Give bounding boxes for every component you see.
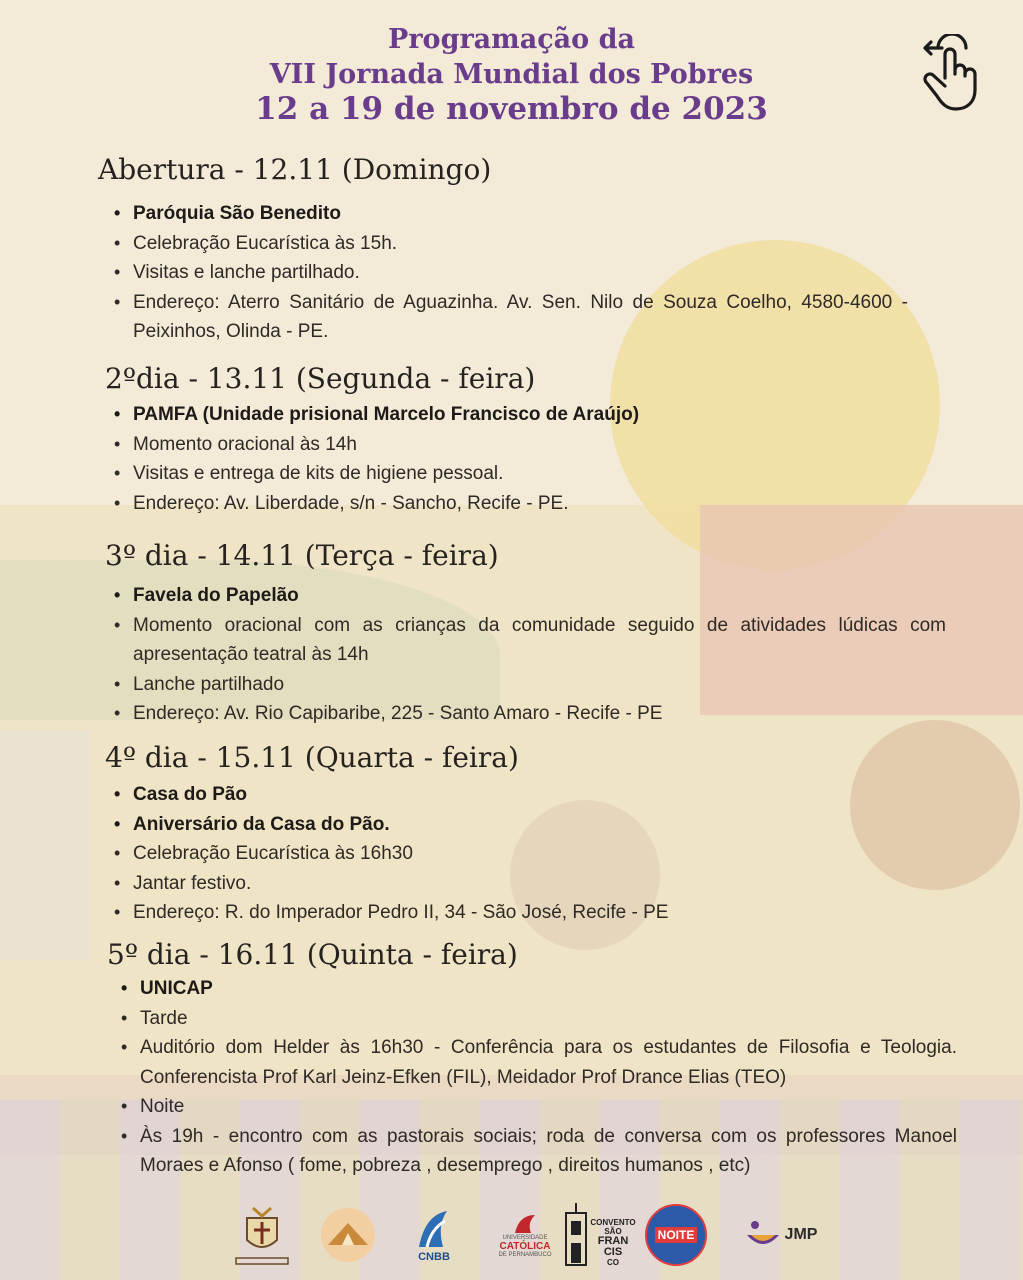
list-item: • Lanche partilhado [98, 670, 946, 700]
list-item: • Visitas e entrega de kits de higiene pessoal. [98, 459, 908, 489]
noite-logo: NOITE [644, 1200, 708, 1270]
list-item: • Jantar festivo. [98, 869, 946, 899]
list-item: • Endereço: R. do Imperador Pedro II, 34 - São José, Recife - PE [98, 898, 946, 928]
day-4-title: 4º dia - 15.11 (Quarta - feira) [105, 741, 519, 774]
title-line-2: VII Jornada Mundial dos Pobres [269, 59, 754, 90]
list-item: • Noite [105, 1092, 957, 1122]
swipe-left-hand-icon [918, 34, 980, 112]
list-item: • Celebração Eucarística às 16h30 [98, 839, 946, 869]
list-item: • Endereço: Aterro Sanitário de Aguazinha. Av. Sen. Nilo de Souza Coelho, 4580-4600 - Peixinhos, Olinda - PE. [98, 288, 908, 347]
parish-coat-of-arms-logo [232, 1200, 292, 1270]
title-line-3: 12 a 19 de novembro de 2023 [255, 91, 768, 127]
jmp-logo: JMP [740, 1200, 820, 1270]
list-item: • Casa do Pão [98, 780, 946, 810]
convento-sao-francisco-logo: CONVENTO SÃO FRAN CIS CO [574, 1200, 626, 1270]
list-item: • Endereço: Av. Rio Capibaribe, 225 - Santo Amaro - Recife - PE [98, 699, 946, 729]
list-item: • PAMFA (Unidade prisional Marcelo Francisco de Araújo) [98, 400, 908, 430]
day-4-list [98, 780, 946, 928]
tent-logo [318, 1200, 378, 1270]
list-item: • Às 19h - encontro com as pastorais sociais; roda de conversa com os professores Manoel Moraes e Afonso ( fome, pobreza , desemprego , direitos humanos , etc) [105, 1122, 957, 1181]
unicap-logo: UNIVERSIDADE CATÓLICA DE PERNAMBUCO [494, 1200, 556, 1270]
list-item: • Auditório dom Helder às 16h30 - Conferência para os estudantes de Filosofia e Teologia. Conferencista Prof Karl Jeinz-Efken (FIL), Meidador Prof Drance Elias (TEO) [105, 1033, 957, 1092]
list-item: • Momento oracional com as crianças da comunidade seguido de atividades lúdicas com apresentação teatral às 14h [98, 611, 946, 670]
list-item: • Aniversário da Casa do Pão. [98, 810, 946, 840]
day-1-list [98, 199, 908, 347]
list-item: • Paróquia São Benedito [98, 199, 908, 229]
title-line-1: Programação da [388, 24, 635, 55]
list-item: • Favela do Papelão [98, 581, 946, 611]
day-5-title: 5º dia - 16.11 (Quinta - feira) [107, 938, 518, 971]
list-item: • Celebração Eucarística às 15h. [98, 229, 908, 259]
day-2-title: 2ºdia - 13.11 (Segunda - feira) [105, 362, 536, 395]
day-5-list [105, 974, 957, 1181]
page-title [0, 22, 1023, 126]
day-3-title: 3º dia - 14.11 (Terça - feira) [105, 539, 499, 572]
sponsor-logos [0, 1200, 1023, 1272]
list-item: • UNICAP [105, 974, 957, 1004]
list-item: • Endereço: Av. Liberdade, s/n - Sancho, Recife - PE. [98, 489, 908, 519]
list-item: • Tarde [105, 1004, 957, 1034]
list-item: • Visitas e lanche partilhado. [98, 258, 908, 288]
day-1-title: Abertura - 12.11 (Domingo) [98, 153, 492, 186]
cnbb-logo: CNBB [405, 1200, 463, 1270]
day-3-list [98, 581, 946, 729]
day-2-list [98, 400, 908, 518]
list-item: • Momento oracional às 14h [98, 430, 908, 460]
